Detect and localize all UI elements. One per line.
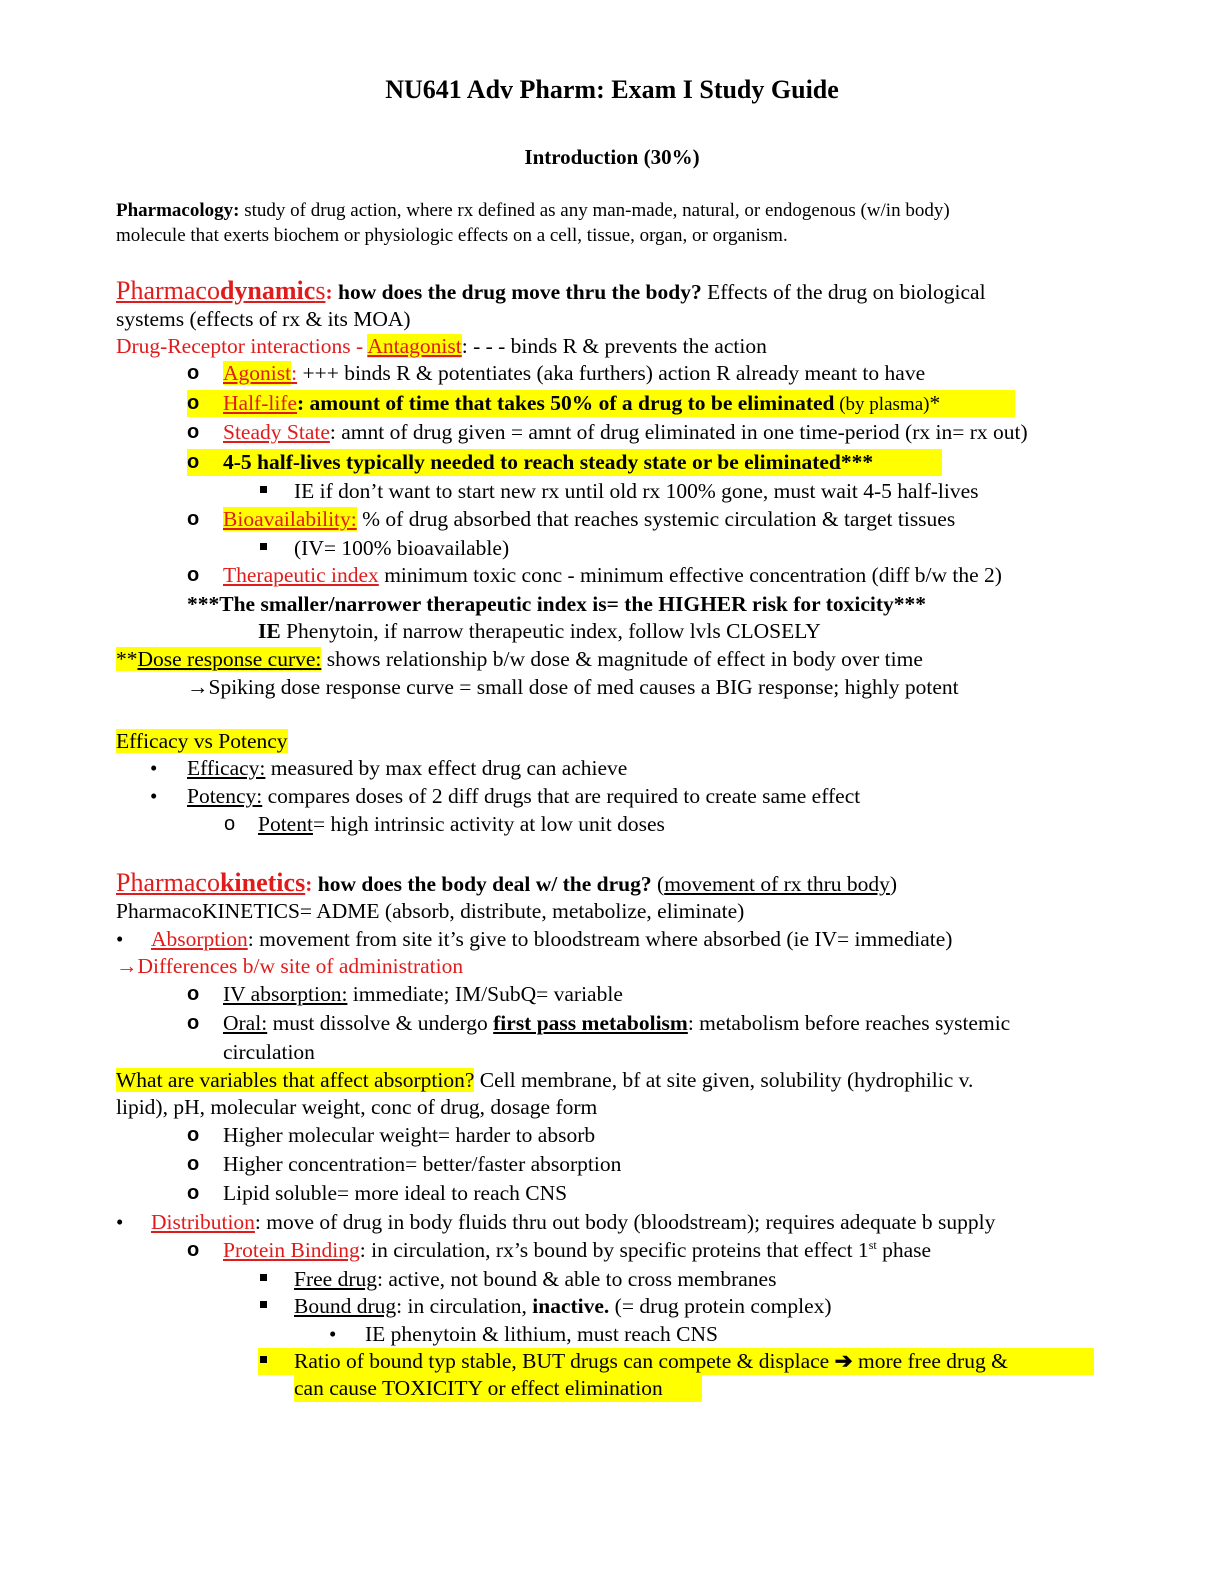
potent-line bbox=[258, 811, 665, 837]
drug-receptor-line bbox=[116, 333, 767, 359]
steady-state-term: Steady State bbox=[223, 420, 330, 444]
half-lives-steady-line: 4-5 half-lives typically needed to reach steady state or be eliminated*** bbox=[223, 450, 874, 474]
pd-head-pre: Pharmaco bbox=[116, 276, 220, 305]
absorption-text: : movement from site it’s give to bloodstream where absorbed (ie IV= immediate) bbox=[247, 927, 953, 951]
therapeutic-index-line bbox=[223, 562, 1002, 588]
adme-post: (absorb, distribute, metabolize, eliminate) bbox=[379, 899, 745, 923]
distribution-term: Distribution bbox=[151, 1210, 255, 1234]
inactive-term: inactive. bbox=[532, 1294, 610, 1318]
half-life-star: * bbox=[929, 391, 941, 415]
spiking-text: Spiking dose response curve = small dose of med causes a BIG response; highly potent bbox=[208, 675, 959, 699]
outline-bullet: o bbox=[187, 1012, 200, 1034]
pharmacology-definition-line1 bbox=[116, 198, 950, 224]
potency-line bbox=[187, 783, 860, 809]
free-drug-term: Free drug bbox=[294, 1267, 377, 1291]
molecular-weight-line: Higher molecular weight= harder to absorb bbox=[223, 1123, 596, 1147]
bound-drug-term: Bound drug bbox=[294, 1294, 397, 1318]
dose-prefix: ** bbox=[116, 647, 138, 671]
efficacy-potency-title: Efficacy vs Potency bbox=[116, 729, 288, 753]
variables-line2: lipid), pH, molecular weight, conc of drug, dosage form bbox=[116, 1095, 598, 1119]
agonist-term: Agonist bbox=[223, 361, 292, 385]
outline-bullet: o bbox=[224, 813, 236, 835]
outline-bullet: o bbox=[187, 1124, 200, 1146]
variables-text: Cell membrane, bf at site given, solubility (hydrophilic v. bbox=[474, 1068, 974, 1092]
first-pass-term: first pass metabolism bbox=[493, 1011, 688, 1035]
absorption-term: Absorption bbox=[151, 927, 248, 951]
steady-state-text: : amnt of drug given = amnt of drug eliminated in one time-period (rx in= rx out) bbox=[329, 420, 1028, 444]
free-drug-line bbox=[294, 1266, 776, 1292]
ie-label: IE bbox=[258, 619, 281, 643]
ratio-text: Ratio of bound typ stable, BUT drugs can compete & displace bbox=[294, 1349, 835, 1373]
distribution-line bbox=[151, 1209, 995, 1235]
outline-bullet: o bbox=[187, 983, 200, 1005]
pharmacology-text: study of drug action, where rx defined as any man-made, natural, or endogenous (w/in body) bbox=[239, 200, 950, 221]
arrow-icon: → bbox=[116, 954, 138, 978]
pd-colon: : bbox=[325, 280, 333, 304]
bioavailability-term: Bioavailability: bbox=[223, 507, 357, 531]
outline-bullet: o bbox=[187, 1153, 200, 1175]
pd-head-post: s bbox=[315, 276, 326, 305]
half-life-term: Half-life bbox=[223, 391, 298, 415]
protein-binding-text: : in circulation, rx’s bound by specific proteins that effect 1 bbox=[359, 1238, 869, 1262]
first-pass-text: : metabolism before reaches systemic bbox=[687, 1011, 1011, 1035]
ratio-line2: can cause TOXICITY or effect elimination bbox=[294, 1376, 663, 1400]
outline-bullet: o bbox=[187, 421, 200, 443]
potency-term: Potency: bbox=[187, 784, 263, 808]
pharmacodynamics-heading bbox=[116, 277, 986, 306]
pharmacokinetics-heading bbox=[116, 869, 897, 898]
section-heading-introduction: Introduction (30%) bbox=[524, 145, 700, 169]
adme-line bbox=[116, 898, 744, 924]
pk-paren-open: ( bbox=[651, 872, 665, 896]
outline-bullet: o bbox=[187, 1182, 200, 1204]
agonist-colon: : bbox=[291, 361, 298, 385]
pk-question: how does the body deal w/ the drug? bbox=[312, 872, 652, 896]
agonist-line bbox=[223, 360, 925, 386]
efficacy-term: Efficacy: bbox=[187, 756, 266, 780]
outline-bullet: o bbox=[187, 362, 200, 384]
variables-line bbox=[116, 1067, 973, 1093]
distribution-text: : move of drug in body fluids thru out body (bloodstream); requires adequate b supply bbox=[254, 1210, 996, 1234]
variables-question: What are variables that affect absorption? bbox=[116, 1068, 475, 1092]
square-bullet bbox=[260, 486, 267, 493]
oral-term: Oral: bbox=[223, 1011, 268, 1035]
iv-absorption-text: immediate; IM/SubQ= variable bbox=[347, 982, 623, 1006]
bullet-icon: • bbox=[116, 1210, 124, 1234]
half-lives-example: IE if don’t want to start new rx until old rx 100% gone, must wait 4-5 half-lives bbox=[294, 479, 979, 503]
pd-question: how does the drug move thru the body? bbox=[332, 280, 702, 304]
therapeutic-index-term: Therapeutic index bbox=[223, 563, 379, 587]
oral-line2: circulation bbox=[223, 1040, 315, 1064]
potency-text: compares doses of 2 diff drugs that are required to create same effect bbox=[262, 784, 861, 808]
half-life-note: (by plasma) bbox=[834, 394, 930, 415]
antagonist-term: Antagonist bbox=[367, 334, 462, 358]
bullet-icon: • bbox=[329, 1322, 337, 1346]
adme-pre: Pharmaco bbox=[116, 899, 202, 923]
efficacy-line bbox=[187, 755, 627, 781]
outline-bullet: o bbox=[187, 564, 200, 586]
absorption-line bbox=[151, 926, 952, 952]
ratio-line bbox=[294, 1348, 1008, 1374]
ie-text: Phenytoin, if narrow therapeutic index, follow lvls CLOSELY bbox=[280, 619, 821, 643]
pd-head-bold: dynamic bbox=[219, 276, 316, 305]
protein-binding-post: phase bbox=[876, 1238, 932, 1262]
potent-term: Potent bbox=[258, 812, 313, 836]
differences-text: Differences b/w site of administration bbox=[137, 954, 464, 978]
antagonist-text: : - - - binds R & prevents the action bbox=[461, 334, 767, 358]
dose-response-term: Dose response curve: bbox=[137, 647, 322, 671]
square-bullet bbox=[260, 1301, 267, 1308]
agonist-text: +++ binds R & potentiates (aka furthers) action R already meant to have bbox=[297, 361, 926, 385]
pharmacology-definition-line2: molecule that exerts biochem or physiologic effects on a cell, tissue, organ, or organism. bbox=[116, 225, 788, 246]
arrow-icon: ➔ bbox=[834, 1349, 853, 1373]
phenytoin-example bbox=[258, 618, 821, 644]
concentration-line: Higher concentration= better/faster absorption bbox=[223, 1152, 622, 1176]
pk-head-pre: Pharmaco bbox=[116, 868, 220, 897]
square-bullet bbox=[260, 543, 267, 550]
bound-drug-post: (= drug protein complex) bbox=[609, 1294, 832, 1318]
pk-paren-close: ) bbox=[889, 872, 898, 896]
steady-state-line bbox=[223, 419, 1028, 445]
protein-binding-line bbox=[223, 1237, 931, 1263]
oral-text: must dissolve & undergo bbox=[267, 1011, 494, 1035]
adme-mid: KINETICS= ADME bbox=[201, 899, 380, 923]
therapeutic-index-note: ***The smaller/narrower therapeutic index is= the HIGHER risk for toxicity*** bbox=[187, 592, 927, 616]
pk-head-bold: kinetics bbox=[219, 868, 306, 897]
outline-bullet: o bbox=[187, 1239, 200, 1261]
bioavailability-example: (IV= 100% bioavailable) bbox=[294, 536, 510, 560]
square-bullet bbox=[260, 1356, 267, 1363]
spiking-line bbox=[187, 674, 959, 700]
page-title: NU641 Adv Pharm: Exam I Study Guide bbox=[385, 75, 839, 104]
outline-bullet: o bbox=[187, 451, 200, 473]
drug-receptor-label: Drug-Receptor interactions - bbox=[116, 334, 368, 358]
protein-binding-sup: st bbox=[868, 1237, 877, 1252]
outline-bullet: o bbox=[187, 508, 200, 530]
half-life-text: : amount of time that takes 50% of a drug to be eliminated bbox=[297, 391, 835, 415]
dose-response-line bbox=[116, 646, 923, 672]
bound-drug-line bbox=[294, 1293, 832, 1319]
pd-desc-line2: systems (effects of rx & its MOA) bbox=[116, 307, 411, 331]
pk-colon: : bbox=[305, 872, 313, 896]
pharmacology-label: Pharmacology: bbox=[116, 200, 240, 221]
square-bullet bbox=[260, 1274, 267, 1281]
lipid-line: Lipid soluble= more ideal to reach CNS bbox=[223, 1181, 568, 1205]
differences-line bbox=[116, 953, 463, 979]
protein-binding-term: Protein Binding bbox=[223, 1238, 360, 1262]
bullet-icon: • bbox=[116, 927, 124, 951]
bullet-icon: • bbox=[150, 756, 158, 780]
pk-movement: movement of rx thru body bbox=[664, 872, 890, 896]
oral-line bbox=[223, 1010, 1010, 1036]
therapeutic-index-text: minimum toxic conc - minimum effective concentration (diff b/w the 2) bbox=[378, 563, 1002, 587]
potent-text: = high intrinsic activity at low unit doses bbox=[312, 812, 665, 836]
arrow-icon: → bbox=[187, 675, 209, 699]
iv-absorption-term: IV absorption: bbox=[223, 982, 348, 1006]
iv-absorption-line bbox=[223, 981, 623, 1007]
bioavailability-text: % of drug absorbed that reaches systemic circulation & target tissues bbox=[356, 507, 956, 531]
half-life-line bbox=[223, 390, 940, 418]
bound-drug-text: : in circulation, bbox=[396, 1294, 533, 1318]
efficacy-potency-heading bbox=[116, 728, 288, 754]
free-drug-text: : active, not bound & able to cross membranes bbox=[377, 1267, 777, 1291]
dose-response-text: shows relationship b/w dose & magnitude of effect in body over time bbox=[321, 647, 923, 671]
phenytoin-lithium-line: IE phenytoin & lithium, must reach CNS bbox=[365, 1322, 718, 1346]
ratio-post: more free drug & bbox=[852, 1349, 1008, 1373]
bioavailability-line bbox=[223, 506, 955, 532]
outline-bullet: o bbox=[187, 392, 200, 414]
bullet-icon: • bbox=[150, 784, 158, 808]
efficacy-text: measured by max effect drug can achieve bbox=[265, 756, 628, 780]
pd-desc: Effects of the drug on biological bbox=[701, 280, 986, 304]
